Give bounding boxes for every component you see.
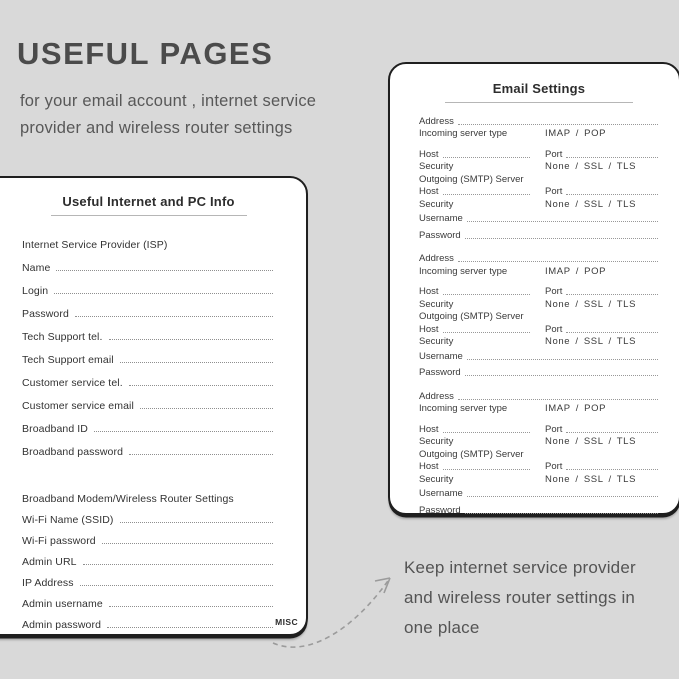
- form-row: [419, 297, 659, 310]
- field-label: Address: [419, 253, 454, 264]
- left-column: [419, 403, 531, 414]
- form-row: [419, 435, 659, 448]
- page-title: USEFUL PAGES: [17, 36, 274, 71]
- internet-pc-info-body: [22, 194, 275, 631]
- right-column: [545, 186, 659, 197]
- dashed-arrow-icon: [255, 565, 405, 655]
- dotted-fill-line: [465, 513, 658, 514]
- dotted-fill-line: [443, 332, 530, 333]
- form-row: [419, 487, 659, 500]
- dotted-fill-line: [467, 359, 658, 360]
- form-row: [419, 422, 659, 435]
- page-subtitle-line2: provider and wireless router settings: [20, 119, 293, 137]
- dotted-fill-line: [566, 469, 658, 470]
- dotted-fill-line: [566, 157, 658, 158]
- left-card-fields: [22, 228, 275, 631]
- field-label: Admin URL: [22, 556, 77, 568]
- form-row: [419, 472, 659, 485]
- left-column: [419, 324, 531, 335]
- dotted-fill-line: [102, 543, 273, 544]
- field-label: Port: [545, 186, 563, 197]
- dotted-fill-line: [54, 293, 273, 294]
- dotted-fill-line: [443, 194, 530, 195]
- right-column: [545, 149, 659, 160]
- right-column: [545, 199, 659, 210]
- section-header-row: [22, 228, 275, 251]
- dotted-fill-line: [566, 432, 658, 433]
- form-row: [22, 610, 275, 631]
- field-label: Password: [419, 367, 461, 378]
- form-row: [419, 264, 659, 277]
- page-subtitle: [20, 88, 316, 142]
- left-column: [419, 161, 531, 172]
- left-column: [419, 266, 531, 277]
- right-column: [545, 161, 659, 172]
- right-column: [545, 424, 659, 435]
- right-column: [545, 461, 659, 472]
- left-column: [419, 424, 531, 435]
- field-label: Incoming server type: [419, 128, 508, 139]
- field-label: Host: [419, 323, 439, 335]
- left-column: [419, 299, 531, 310]
- form-row: [22, 274, 275, 297]
- field-label: Broadband Modem/Wireless Router Settings: [22, 493, 234, 505]
- left-column: [419, 128, 531, 139]
- annotation-line2: and wireless router settings in: [404, 588, 636, 607]
- dotted-fill-line: [120, 362, 273, 363]
- field-label: Wi-Fi Name (SSID): [22, 514, 114, 526]
- form-row: [22, 589, 275, 610]
- field-value: IMAP / POP: [545, 403, 607, 414]
- annotation-line1: Keep internet service provider: [404, 558, 636, 577]
- field-label: Security: [419, 473, 454, 485]
- left-column: [419, 286, 531, 297]
- field-label: Wi-Fi password: [22, 535, 96, 547]
- dotted-fill-line: [56, 270, 273, 271]
- dotted-fill-line: [443, 294, 530, 295]
- email-settings-body: [419, 81, 659, 527]
- annotation-text: [404, 553, 636, 643]
- misc-page-label: MISC: [275, 617, 298, 627]
- right-column: [545, 299, 659, 310]
- form-row: [419, 402, 659, 415]
- field-label: Port: [545, 148, 563, 160]
- field-label: Host: [419, 286, 439, 297]
- dotted-fill-line: [566, 294, 658, 295]
- dotted-fill-line: [140, 408, 273, 409]
- field-label: Password: [419, 229, 461, 241]
- dotted-fill-line: [458, 399, 658, 400]
- left-column: [419, 199, 531, 210]
- right-column: [545, 128, 659, 139]
- right-column: [545, 324, 659, 335]
- form-row: [22, 412, 275, 435]
- field-label: Password: [419, 504, 461, 516]
- field-label: Address: [419, 115, 454, 127]
- form-row: [419, 310, 659, 323]
- field-label: Port: [545, 323, 563, 335]
- dotted-fill-line: [443, 157, 530, 158]
- form-row: [419, 197, 659, 210]
- field-label: Port: [545, 461, 563, 472]
- email-settings-page: [388, 62, 679, 515]
- field-value: None / SSL / TLS: [545, 198, 637, 210]
- form-row: [419, 503, 659, 516]
- dotted-fill-line: [129, 385, 273, 386]
- field-label: Admin username: [22, 598, 103, 610]
- field-label: Admin password: [22, 619, 102, 631]
- field-label: Internet Service Provider (ISP): [22, 239, 168, 251]
- form-row: [22, 435, 275, 458]
- right-column: [545, 286, 659, 297]
- field-value: IMAP / POP: [545, 265, 607, 277]
- title-underline: [51, 215, 247, 216]
- form-row: [22, 343, 275, 366]
- email-account-block: [419, 389, 659, 516]
- left-column: [419, 461, 531, 472]
- field-value: None / SSL / TLS: [545, 298, 637, 310]
- field-label: Tech Support tel.: [22, 331, 103, 343]
- field-label: Address: [419, 390, 454, 402]
- form-row: [22, 297, 275, 320]
- field-label: Username: [419, 213, 463, 224]
- right-column: [545, 266, 659, 277]
- right-column: [545, 436, 659, 447]
- dotted-fill-line: [120, 522, 273, 523]
- form-row: [419, 185, 659, 198]
- form-row: [22, 320, 275, 343]
- field-label: Host: [419, 148, 439, 160]
- form-row: [419, 447, 659, 460]
- internet-pc-info-title: Useful Internet and PC Info: [62, 194, 235, 209]
- dotted-fill-line: [80, 585, 273, 586]
- dotted-fill-line: [467, 221, 658, 222]
- form-row: [419, 322, 659, 335]
- email-account-block: [419, 252, 659, 379]
- form-row: [22, 568, 275, 589]
- form-row: [419, 349, 659, 362]
- right-column: [545, 474, 659, 485]
- form-row: [22, 366, 275, 389]
- title-underline: [445, 102, 633, 103]
- form-row: [419, 114, 659, 127]
- email-settings-title: Email Settings: [492, 81, 586, 96]
- form-row: [419, 335, 659, 348]
- field-label: Port: [545, 423, 563, 435]
- field-label: Security: [419, 436, 454, 447]
- field-label: Outgoing (SMTP) Server: [419, 448, 524, 460]
- field-value: None / SSL / TLS: [545, 473, 637, 485]
- field-label: Broadband ID: [22, 423, 88, 435]
- field-label: Incoming server type: [419, 265, 508, 277]
- email-account-blocks: [419, 114, 659, 516]
- dotted-fill-line: [458, 124, 658, 125]
- field-label: Host: [419, 423, 439, 435]
- dotted-fill-line: [566, 194, 658, 195]
- dotted-fill-line: [458, 261, 658, 262]
- left-column: [419, 186, 531, 197]
- form-row: [22, 505, 275, 526]
- dotted-fill-line: [83, 564, 273, 565]
- form-row: [419, 127, 659, 140]
- field-value: None / SSL / TLS: [545, 336, 637, 347]
- field-value: IMAP / POP: [545, 128, 607, 139]
- field-label: Outgoing (SMTP) Server: [419, 311, 524, 322]
- dotted-fill-line: [443, 469, 530, 470]
- field-label: Incoming server type: [419, 403, 508, 414]
- form-row: [419, 389, 659, 402]
- field-label: Host: [419, 461, 439, 472]
- field-label: Broadband password: [22, 446, 124, 458]
- field-label: Login: [22, 285, 49, 297]
- form-row: [419, 285, 659, 298]
- form-row: [419, 252, 659, 265]
- field-label: Security: [419, 336, 454, 347]
- dotted-fill-line: [94, 431, 273, 432]
- email-account-block: [419, 114, 659, 241]
- field-label: Password: [22, 308, 69, 320]
- section-header-row: [22, 482, 275, 505]
- field-label: Security: [419, 298, 454, 310]
- field-label: Security: [419, 198, 454, 210]
- form-row: [22, 526, 275, 547]
- form-row: [22, 547, 275, 568]
- page-subtitle-line1: for your email account , internet service: [20, 92, 317, 110]
- field-label: Customer service email: [22, 400, 134, 412]
- dotted-fill-line: [107, 627, 273, 628]
- form-row: [419, 228, 659, 241]
- right-column: [545, 336, 659, 347]
- dotted-fill-line: [465, 238, 658, 239]
- dotted-fill-line: [129, 454, 273, 455]
- dotted-fill-line: [467, 496, 658, 497]
- form-row: [22, 389, 275, 412]
- form-row: [419, 212, 659, 225]
- right-column: [545, 403, 659, 414]
- field-value: None / SSL / TLS: [545, 436, 637, 447]
- form-row: [419, 160, 659, 173]
- left-column: [419, 149, 531, 160]
- dotted-fill-line: [566, 332, 658, 333]
- form-row: [419, 147, 659, 160]
- dotted-fill-line: [109, 339, 274, 340]
- dotted-fill-line: [443, 432, 530, 433]
- form-row: [22, 251, 275, 274]
- field-label: Security: [419, 161, 454, 172]
- dotted-fill-line: [109, 606, 273, 607]
- annotation-line3: one place: [404, 618, 480, 637]
- form-row: [419, 366, 659, 379]
- form-row: [419, 172, 659, 185]
- field-label: Outgoing (SMTP) Server: [419, 173, 524, 185]
- field-label: Username: [419, 488, 463, 499]
- field-label: Username: [419, 350, 463, 362]
- left-column: [419, 436, 531, 447]
- left-column: [419, 336, 531, 347]
- field-label: IP Address: [22, 577, 74, 589]
- field-label: Tech Support email: [22, 354, 114, 366]
- left-column: [419, 474, 531, 485]
- field-value: None / SSL / TLS: [545, 161, 637, 172]
- dotted-fill-line: [465, 375, 658, 376]
- field-label: Port: [545, 286, 563, 297]
- field-label: Customer service tel.: [22, 377, 123, 389]
- dotted-fill-line: [75, 316, 273, 317]
- form-row: [419, 460, 659, 473]
- field-label: Host: [419, 186, 439, 197]
- field-label: Name: [22, 262, 51, 274]
